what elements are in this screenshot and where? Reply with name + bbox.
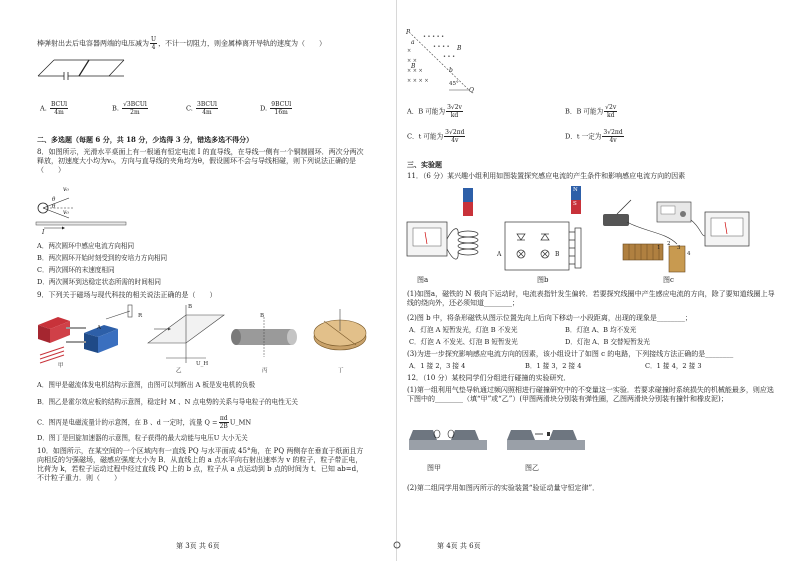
q9-fig-yi-b-label: B (188, 304, 193, 310)
q10-option-d-den: 4v (609, 137, 617, 144)
q7-fraction (150, 36, 157, 51)
q11-fig-a-s-label: S (455, 189, 459, 195)
q7-option-c[interactable] (186, 101, 219, 116)
q8-fig-v0-upper: v₀ (63, 186, 69, 193)
q10-option-d-label: D．t 一定为 (565, 132, 602, 141)
q11-question-text: 11．（6 分）某兴趣小组利用如图装置探究感应电流的产生条件和影响感应电流方向的因素 (407, 172, 686, 180)
q7-option-b-num: √3BCUl (123, 101, 147, 108)
q9-option-d[interactable]: D．图丁是回旋加速器的示意图，粒子获得的最大动能与电压U 大小无关 (37, 434, 248, 442)
q11-fig-c-terminal-4: 4 (687, 251, 691, 257)
q9-fig-ding (314, 309, 366, 350)
q10-option-a[interactable] (407, 104, 464, 119)
q7-option-b-frac (122, 101, 148, 116)
q8-option-a[interactable]: A．两次圆环中感应电流方向相同 (37, 242, 135, 250)
q8-ring-wire-figure (34, 186, 134, 232)
q9-fig-yi-caption: 乙 (176, 368, 182, 374)
q10-option-b-den: kd (606, 112, 615, 119)
q11-fig-a-n-label: N (455, 203, 460, 209)
q10-fig-b-field-lower: B (411, 63, 416, 70)
q12-question-text: 12．（10 分）某校同学们分组进行碰撞的实验研究． (407, 374, 571, 382)
q7-option-a[interactable] (40, 101, 69, 116)
q11-part2-option-c[interactable]: C．灯泡 A 不发光、灯泡 B 短暂发光 (409, 338, 518, 346)
q9-question-text: 9．下列关于磁场与现代科技的相关说法正确的是（ ） (37, 291, 217, 299)
q7-option-c-frac (196, 101, 218, 116)
q10-option-c-label: C．t 可能为 (407, 132, 444, 141)
q10-fig-b-label: b (449, 67, 453, 74)
q10-fig-p-label: P (406, 29, 411, 36)
q8-option-b[interactable]: B．两次圆环开始时刻受到的安培力方向相同 (37, 254, 168, 262)
q11-part2-option-a[interactable]: A．灯泡 A 短暂发光，灯泡 B 不发光 (409, 326, 518, 334)
q11-fig-c-terminal-2: 2 (667, 241, 671, 247)
q11-fig-c-terminal-1: 1 (657, 245, 661, 251)
q7-option-c-label: C. (186, 104, 193, 113)
q10-fig-q-label: Q (469, 87, 474, 94)
q11-fig-b-n-label: N (573, 187, 578, 193)
q10-option-b-num: √2v (605, 104, 617, 111)
q10-option-d[interactable] (565, 129, 625, 144)
q10-option-b[interactable] (565, 104, 618, 119)
q9-fig-jia-r-label: R (138, 313, 143, 319)
q8-option-d[interactable]: D．两次圆环到达稳定状态所需的时间相同 (37, 278, 161, 286)
q11-fig-b-caption: 图b (537, 276, 549, 284)
svg-text:• • • •: • • • • (433, 44, 450, 50)
q7-option-c-den: 4m (202, 109, 212, 116)
q9-option-b[interactable]: B．图乙是霍尔效应板的结构示意图，稳定时 M 、N 点电势的关系与导电粒子的电性无关 (37, 398, 299, 406)
q9-fig-bing-caption: 丙 (262, 368, 268, 374)
q11-part3-option-c[interactable]: C．1 接 4，2 接 3 (645, 362, 702, 370)
q12-fig-yi (507, 430, 585, 450)
q9-fig-bing-b-label: B (260, 313, 265, 319)
svg-text:× × ×: × × × (407, 68, 423, 74)
q8-fig-theta-upper: θ (52, 197, 56, 203)
q10-option-b-frac (604, 104, 617, 119)
right-page (397, 0, 794, 561)
q7-option-d-num: 9BCUl (271, 101, 292, 108)
q10-option-c-num: 3√2πd (445, 129, 465, 136)
q8-option-c[interactable]: C．两次圆环的末速度相同 (37, 266, 115, 274)
q10-fig-b-field-upper: B (457, 45, 462, 52)
q7-circuit-figure (34, 56, 134, 84)
q8-fig-v0-lower: v₀ (63, 209, 69, 216)
q10-option-c[interactable] (407, 129, 466, 144)
q11-fig-c (603, 200, 749, 272)
q11-part1-text: (1)如图a，磁铁的 N 极向下运动时，电流表指针发生偏转．若要探究线圈中产生感应电流的方向，除了要知道线圈上导线的绕向外，还必须知道________； (407, 290, 775, 307)
q7-option-b-label: B. (112, 104, 119, 113)
q12-fig-yi-caption: 图乙 (525, 464, 539, 472)
q9-fig-yi-uh-label: U_H (196, 361, 209, 367)
q11-fig-b-lamp-a: A (497, 251, 502, 258)
q10-fig-angle-label: 45° (449, 81, 459, 87)
q10-option-a-den: kd (450, 112, 459, 119)
q11-fig-b-s-label: S (573, 201, 577, 207)
q10-magnetic-field-figure (405, 30, 485, 92)
q7-option-d-den: 16m (274, 109, 288, 116)
q9-fig-jia (38, 305, 132, 363)
q9-fig-jia-n-label: N (37, 318, 42, 324)
q7-option-c-num: 3BCUl (197, 101, 217, 108)
q10-option-a-frac (446, 104, 463, 119)
q11-part3-text: (3)为进一步探究影响感应电流方向的因素，该小组设计了如图 c 的电路，下列接线方法正确的是________ (407, 350, 734, 358)
q9-option-c-frac (219, 415, 229, 430)
svg-text:• • •: • • • (443, 54, 456, 60)
q9-option-c-tail: U_MN (229, 418, 252, 427)
q11-part3-option-a[interactable]: A．1 接 2，3 接 4 (409, 362, 466, 370)
q7-option-d-frac (270, 101, 292, 116)
q11-fig-c-caption: 图c (663, 276, 674, 284)
q9-option-c-den: 2B (219, 423, 228, 430)
q7-option-d-label: D. (260, 104, 268, 113)
q8-fig-current-label: I (42, 229, 45, 236)
q10-option-b-label: B．B 可能为 (565, 107, 604, 116)
q9-fig-jia-caption: 甲 (58, 363, 64, 369)
q9-option-a[interactable]: A．图甲是磁流体发电机结构示意图，由图可以判断出 A 板是发电机的负极 (37, 381, 256, 389)
q9-fig-yi (148, 305, 224, 363)
q7-option-b[interactable] (112, 101, 149, 116)
q8-fig-theta-lower: θ (52, 204, 56, 210)
q8-question-text: 8．如图所示，光滑水平桌面上有一根通有恒定电流 I 的直导线，在导线一侧有一个铜制圆环．两次分两次释放，初速度大小均为v₀，方向与直导线的夹角均为θ，假设圆环不会与导线相碰，则下列说法正确的是（ ） (37, 148, 364, 174)
q10-question-text: 10．如图所示，在某空间的一个区域内有一直线 PQ 与水平面成 45°角，在 PQ 两侧存在垂直于纸面且方向相反的匀强磁场，磁感应强度大小为 B．从直线上的 a 点水平向右射出速率为 v 的粒子，粒子带正电，比荷为 k，若粒子运动过程中经过直线 PQ 上的 b 点，粒子从 a 点运动到 b 点的时间为 t．已知 ab=d，不计粒子重力．则（ ） (37, 447, 364, 482)
q11-fig-b-lamp-b: B (555, 251, 560, 258)
q7-frac-den: 4 (151, 44, 156, 51)
svg-text:× × × ×: × × × × (407, 78, 429, 84)
q7-option-a-den: 4m (54, 109, 64, 116)
q11-fig-a-caption: 图a (417, 276, 429, 284)
q7-option-a-frac (50, 101, 68, 116)
q9-fig-jia-a-label: A (97, 325, 101, 331)
q11-part2-option-b[interactable]: B．灯泡 A、B 均不发光 (565, 326, 637, 334)
q7-option-b-den: 2m (130, 109, 140, 116)
q10-option-d-num: 3√2πd (603, 129, 623, 136)
q9-fig-bing (231, 317, 297, 357)
binding-ring-icon (392, 540, 402, 550)
q10-fig-a-label: a (411, 39, 415, 46)
q10-option-a-num: 3√2v (447, 104, 462, 111)
section-multiple-choice-heading: 二、多选题（每题 6 分，共 18 分，少选得 3 分，错选多选不得分） (37, 135, 254, 144)
q11-fig-c-terminal-3: 3 (677, 245, 681, 251)
q10-option-a-label: A．B 可能为 (407, 107, 446, 116)
svg-text:• • • • •: • • • • • (423, 34, 445, 40)
section-experiment-heading: 三、实验题 (407, 160, 442, 169)
q7-frac-num: U (151, 36, 157, 43)
q11-part3-option-b[interactable]: B．1 接 3，2 接 4 (525, 362, 582, 370)
q7-tail-text2: ，不计一切阻力，则金属棒离开导轨的速度为（ ） (158, 39, 327, 48)
q10-option-c-frac (444, 129, 465, 144)
q12-figures (407, 420, 587, 466)
q12-fig-jia-caption: 图甲 (427, 464, 441, 472)
q11-figures (405, 184, 777, 284)
q12-part1-text: (1)第一组利用气垫导轨通过频闪照相进行碰撞研究中的不变量这一实验．若要求碰撞时系统损失的机械能最多，则应选下图中的________（填“甲”或“乙”）(甲图两滑块分别装有弹性圈，乙图两滑块分别装有撞针和橡皮泥)； (407, 386, 774, 403)
q12-fig-jia (409, 430, 487, 450)
q11-fig-b (505, 222, 581, 270)
q7-tail-line (37, 36, 326, 51)
q7-option-a-num: BCUl (50, 101, 68, 108)
q7-option-d[interactable] (260, 101, 293, 116)
q9-option-c-num: πd (219, 415, 228, 422)
q12-part2-text: (2)第二组同学用如图丙所示的实验装置“验证动量守恒定律”． (407, 484, 600, 492)
q10-option-d-frac (602, 129, 623, 144)
q9-option-c-text: C．图丙是电磁流量计的示意图，在 B 、d 一定时，流量 Q = (37, 418, 218, 427)
left-page-footer: 第 3页 共 6页 (176, 542, 220, 550)
q7-option-a-label: A. (40, 104, 47, 113)
svg-text:×: × (407, 48, 412, 54)
q11-fig-a (407, 188, 478, 259)
q9-fig-ding-caption: 丁 (338, 368, 344, 374)
q7-tail-text: 棒弹射出去后电容器两端的电压减为 (37, 39, 149, 48)
svg-text:× ×: × × (407, 58, 417, 64)
right-page-footer: 第 4页 共 6页 (437, 542, 481, 550)
q11-part2-option-d[interactable]: D．灯泡 A、B 交替短暂发光 (565, 338, 651, 346)
q10-option-c-den: 4v (451, 137, 459, 144)
q9-option-c[interactable] (37, 415, 251, 430)
q11-part2-text: (2)图 b 中，将条形磁铁从图示位置先向上后向下移动一小段距离，出现的现象是________； (407, 314, 692, 322)
